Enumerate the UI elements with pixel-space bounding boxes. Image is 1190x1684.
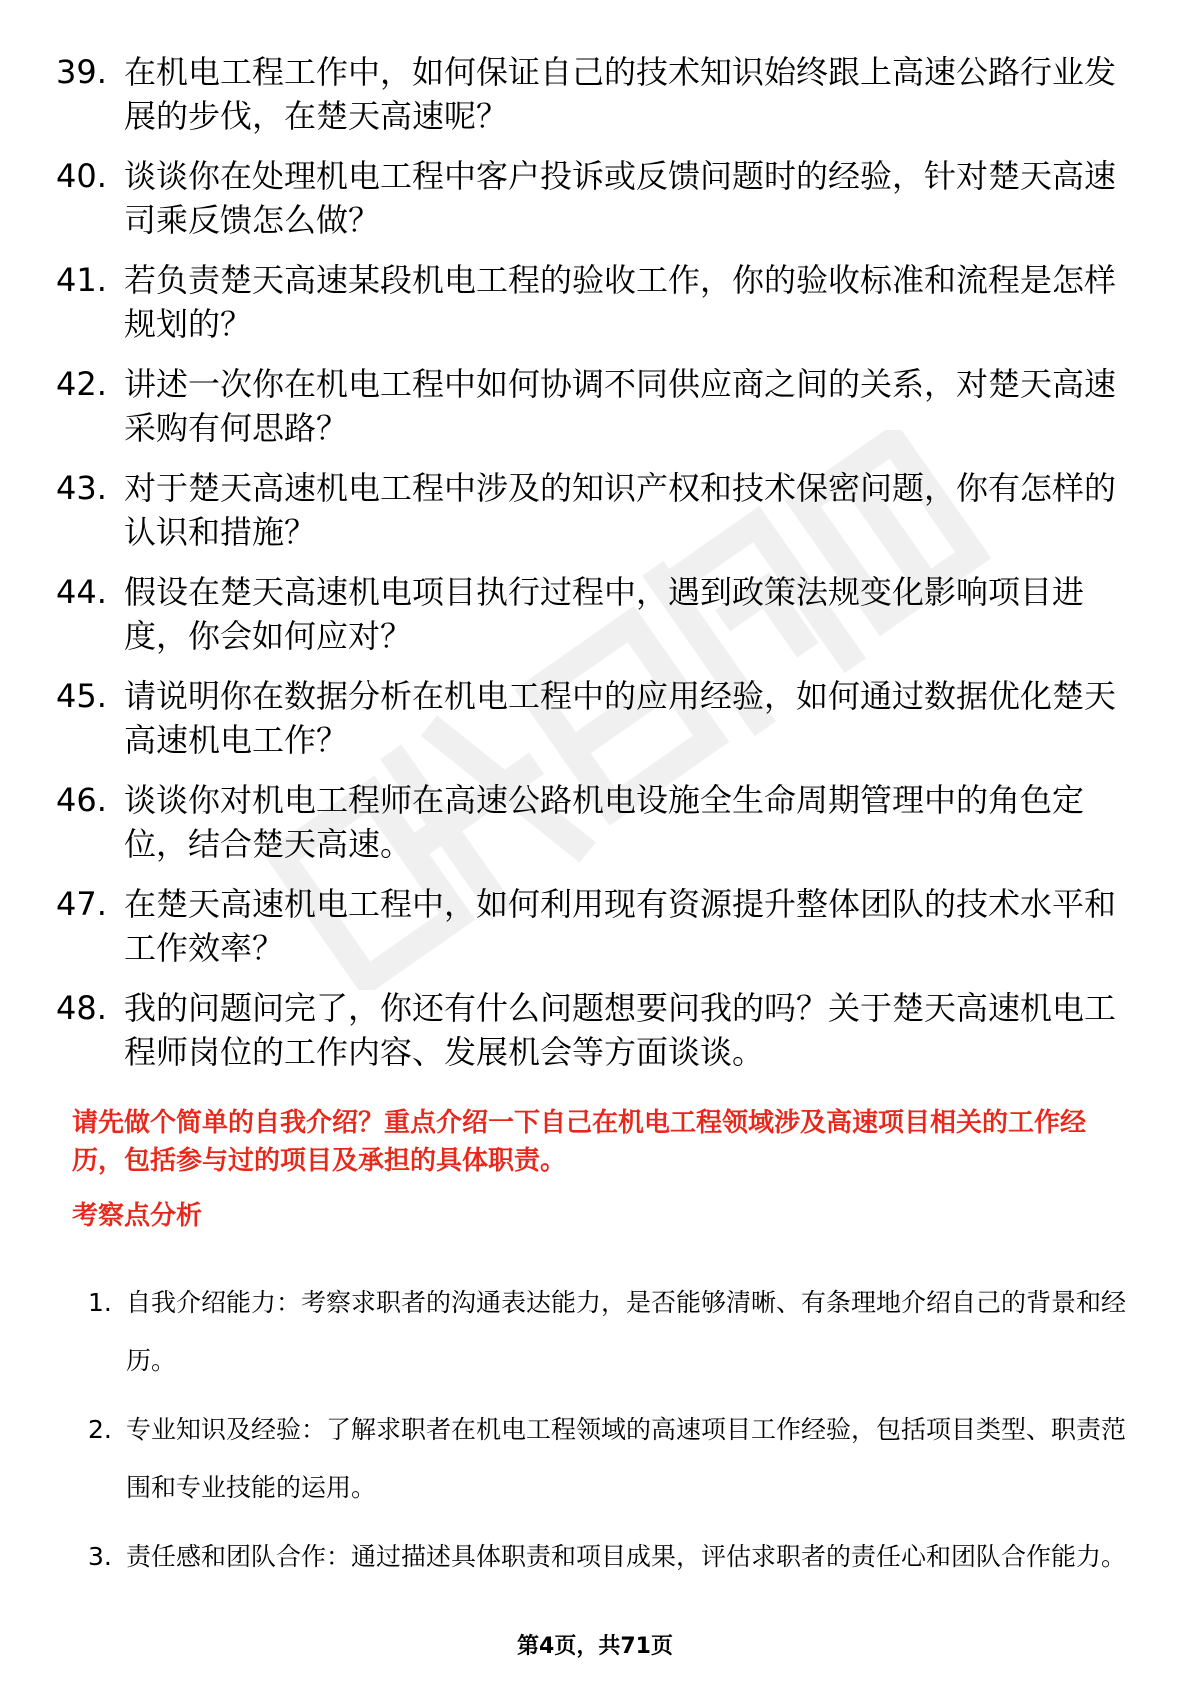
question-number: 44. <box>56 573 107 611</box>
analysis-text: 责任感和团队合作：通过描述具体职责和项目成果，评估求职者的责任心和团队合作能力。 <box>126 1542 1127 1571</box>
analysis-text: 专业知识及经验：了解求职者在机电工程领域的高速项目工作经验，包括项目类型、职责范围和专业技能的运用。 <box>126 1415 1127 1502</box>
question-text: 我的问题问完了，你还有什么问题想要问我的吗？关于楚天高速机电工程师岗位的工作内容、发展机会等方面谈谈。 <box>124 989 1117 1071</box>
question-text: 谈谈你对机电工程师在高速公路机电设施全生命周期管理中的角色定位，结合楚天高速。 <box>124 781 1085 863</box>
question-item <box>56 50 1136 138</box>
analysis-number: 1. <box>88 1288 112 1317</box>
highlighted-question: 请先做个简单的自我介绍？重点介绍一下自己在机电工程领域涉及高速项目相关的工作经历，包括参与过的项目及承担的具体职责。 <box>72 1108 1087 1176</box>
question-number: 43. <box>56 469 107 507</box>
question-text: 若负责楚天高速某段机电工程的验收工作，你的验收标准和流程是怎样规划的？ <box>124 261 1117 343</box>
question-item <box>56 570 1136 658</box>
question-item <box>56 154 1136 242</box>
question-text: 在机电工程工作中，如何保证自己的技术知识始终跟上高速公路行业发展的步伐，在楚天高速呢？ <box>124 53 1117 135</box>
question-text: 谈谈你在处理机电工程中客户投诉或反馈问题时的经验，针对楚天高速司乘反馈怎么做？ <box>124 157 1117 239</box>
analysis-text: 自我介绍能力：考察求职者的沟通表达能力，是否能够清晰、有条理地介绍自己的背景和经历。 <box>126 1288 1127 1375</box>
question-item <box>56 258 1136 346</box>
question-number: 46. <box>56 781 107 819</box>
question-list <box>56 50 1136 1090</box>
question-number: 42. <box>56 365 107 403</box>
question-text: 假设在楚天高速机电项目执行过程中，遇到政策法规变化影响项目进度，你会如何应对？ <box>124 573 1085 655</box>
analysis-item <box>88 1528 1128 1586</box>
question-item <box>56 882 1136 970</box>
analysis-item <box>88 1274 1128 1390</box>
question-number: 47. <box>56 885 107 923</box>
page-footer: 第4页，共71页 <box>517 1634 673 1659</box>
analysis-number: 2. <box>88 1415 112 1444</box>
question-text: 对于楚天高速机电工程中涉及的知识产权和技术保密问题，你有怎样的认识和措施？ <box>124 469 1117 551</box>
question-number: 39. <box>56 53 107 91</box>
analysis-title: 考察点分析 <box>72 1201 203 1231</box>
question-number: 48. <box>56 989 107 1027</box>
question-text: 请说明你在数据分析在机电工程中的应用经验，如何通过数据优化楚天高速机电工作？ <box>124 677 1117 759</box>
question-item <box>56 674 1136 762</box>
question-number: 45. <box>56 677 107 715</box>
question-item <box>56 466 1136 554</box>
analysis-item <box>88 1401 1128 1517</box>
question-number: 41. <box>56 261 107 299</box>
question-text: 在楚天高速机电工程中，如何利用现有资源提升整体团队的技术水平和工作效率？ <box>124 885 1117 967</box>
question-number: 40. <box>56 157 107 195</box>
analysis-number: 3. <box>88 1542 112 1571</box>
question-item <box>56 986 1136 1074</box>
analysis-list <box>88 1274 1128 1597</box>
question-item <box>56 778 1136 866</box>
question-item <box>56 362 1136 450</box>
question-text: 讲述一次你在机电工程中如何协调不同供应商之间的关系，对楚天高速采购有何思路？ <box>124 365 1117 447</box>
